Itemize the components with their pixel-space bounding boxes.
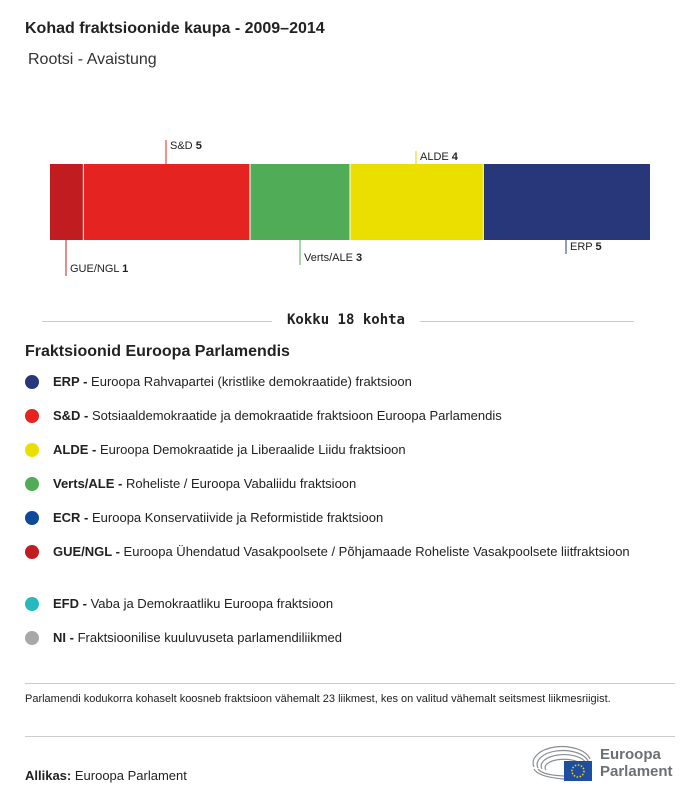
legend-item xyxy=(25,595,665,612)
legend-item xyxy=(25,543,665,560)
hemicycle-icon xyxy=(530,745,592,783)
legend-color-dot xyxy=(25,545,39,559)
divider xyxy=(25,736,675,737)
legend-title: Fraktsioonid Euroopa Parlamendis xyxy=(25,343,290,360)
segment-value: 3 xyxy=(355,252,363,264)
stacked-bar-chart xyxy=(0,130,700,290)
divider xyxy=(420,321,634,322)
source xyxy=(25,768,187,783)
segment-label xyxy=(420,151,459,163)
logo-line1: Euroopa xyxy=(600,746,661,763)
european-parliament-logo xyxy=(530,745,680,785)
segment-name: S&D xyxy=(170,140,196,152)
legend-color-dot xyxy=(25,443,39,457)
legend-text: Fraktsioonilise kuuluvuseta parlamendiliikmed xyxy=(73,630,343,645)
legend-abbr: ALDE - xyxy=(53,442,97,457)
legend-text: Roheliste / Euroopa Vabaliidu fraktsioon xyxy=(122,476,357,491)
bar-segment xyxy=(250,164,350,240)
legend-item xyxy=(25,509,665,526)
legend-text: Euroopa Rahvapartei (kristlike demokraatide) fraktsioon xyxy=(87,374,412,389)
segment-label xyxy=(570,241,602,253)
bar-segment xyxy=(50,164,83,240)
legend-text: Vaba ja Demokraatliku Euroopa fraktsioon xyxy=(86,596,334,611)
legend-item xyxy=(25,475,665,492)
segment-name: ERP xyxy=(570,241,596,253)
segment-label xyxy=(304,252,362,264)
footnote: Parlamendi kodukorra kohaselt koosneb fraktsioon vähemalt 23 liikmest, kes on valitud vähemalt seitsmest liikmesriigist. xyxy=(25,693,611,705)
bar-segment xyxy=(350,164,483,240)
bar-segment xyxy=(483,164,650,240)
legend-color-dot xyxy=(25,477,39,491)
source-value: Euroopa Parlament xyxy=(71,768,187,783)
legend-item xyxy=(25,441,665,458)
segment-name: GUE/NGL xyxy=(70,263,123,275)
legend-abbr: Verts/ALE - xyxy=(53,476,123,491)
legend-abbr: ECR - xyxy=(53,510,89,525)
source-label: Allikas: xyxy=(25,768,72,783)
legend-abbr: NI - xyxy=(53,630,74,645)
legend-abbr: S&D - xyxy=(53,408,89,423)
logo-line2: Parlament xyxy=(600,763,673,780)
legend-abbr: ERP - xyxy=(53,374,88,389)
legend-text: Euroopa Demokraatide ja Liberaalide Liidu fraktsioon xyxy=(96,442,406,457)
legend-color-dot xyxy=(25,631,39,645)
segment-value: 5 xyxy=(595,241,602,253)
divider xyxy=(25,683,675,684)
chart-subtitle: Rootsi - Avaistung xyxy=(28,51,157,68)
legend-color-dot xyxy=(25,375,39,389)
total-seats-label: Kokku 18 kohta xyxy=(286,312,405,328)
segment-value: 5 xyxy=(195,140,202,152)
legend-color-dot xyxy=(25,511,39,525)
legend-abbr: GUE/NGL - xyxy=(53,544,120,559)
segment-label xyxy=(70,263,128,275)
legend-text: Sotsiaaldemokraatide ja demokraatide fraktsioon Euroopa Parlamendis xyxy=(88,408,502,423)
segment-value: 1 xyxy=(122,263,129,275)
segment-name: ALDE xyxy=(420,151,452,163)
legend-color-dot xyxy=(25,409,39,423)
legend-item xyxy=(25,629,665,646)
divider xyxy=(42,321,272,322)
segment-label xyxy=(170,140,202,152)
bar-segment xyxy=(83,164,250,240)
legend-text: Euroopa Ühendatud Vasakpoolsete / Põhjamaade Roheliste Vasakpoolsete liitfraktsioon xyxy=(119,544,630,559)
legend-item xyxy=(25,407,665,424)
legend-text: Euroopa Konservatiivide ja Reformistide fraktsioon xyxy=(88,510,384,525)
legend-abbr: EFD - xyxy=(53,596,87,611)
chart-title: Kohad fraktsioonide kaupa - 2009–2014 xyxy=(25,20,325,37)
segment-name: Verts/ALE xyxy=(304,252,356,264)
legend-item xyxy=(25,373,665,390)
legend-color-dot xyxy=(25,597,39,611)
segment-value: 4 xyxy=(451,151,458,163)
